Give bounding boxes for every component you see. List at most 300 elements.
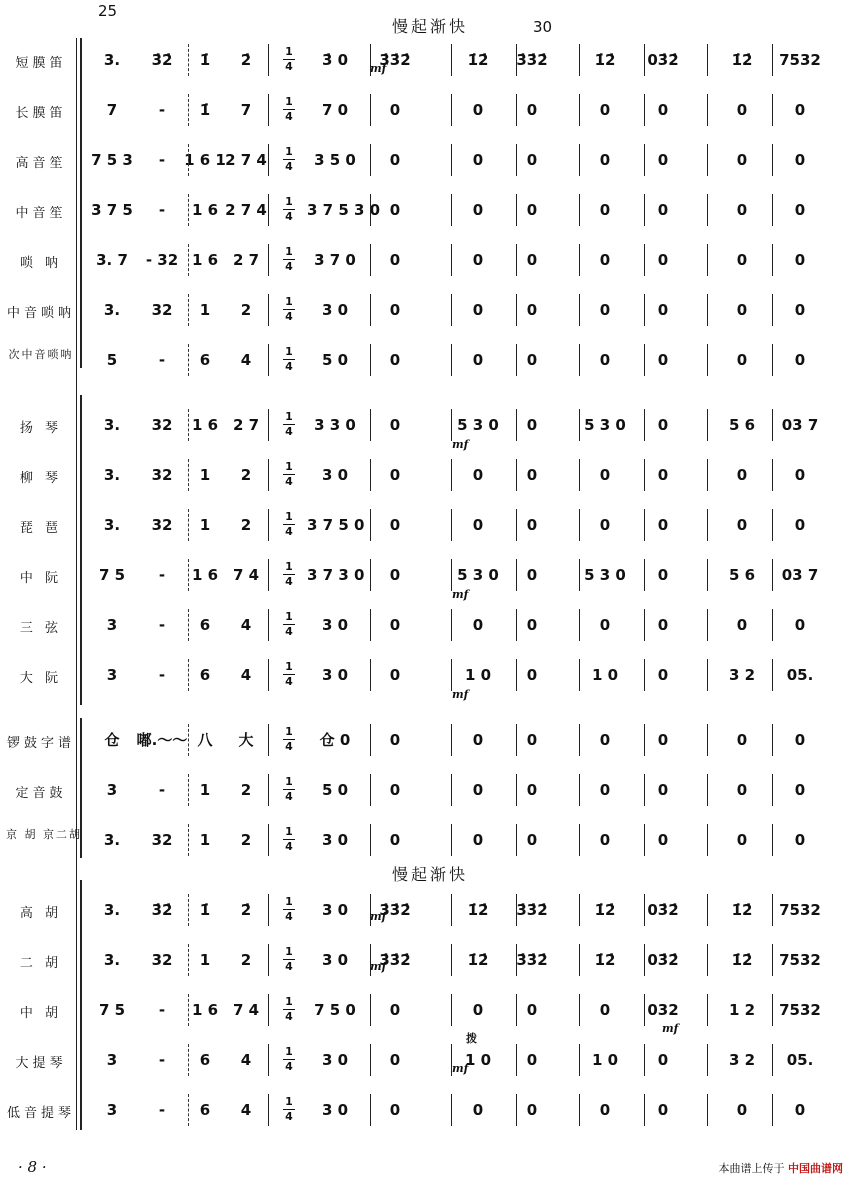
staff-row	[0, 890, 863, 930]
time-signature-denominator: 4	[285, 260, 293, 273]
note-cell: 7	[240, 101, 252, 119]
staff-row	[0, 340, 863, 380]
note-cell: 1̇	[199, 51, 211, 69]
dynamic-mf: mf	[370, 62, 387, 75]
note-cell: 0	[472, 1101, 484, 1119]
note-cell: 3 0	[321, 301, 349, 319]
note-cell: 0	[472, 616, 484, 634]
note-cell: 1	[199, 466, 211, 484]
barline	[370, 144, 371, 176]
note-cell: 1 6	[191, 251, 219, 269]
barline	[268, 724, 269, 756]
barline	[772, 459, 773, 491]
note-cell: 0	[472, 201, 484, 219]
barline	[772, 824, 773, 856]
note-cell: 0	[794, 731, 806, 749]
barline	[644, 944, 645, 976]
staff-row	[0, 770, 863, 810]
barline	[579, 459, 580, 491]
note-cell: 1	[199, 831, 211, 849]
barline	[268, 144, 269, 176]
note-cell: 1 6 1	[184, 151, 226, 169]
note-cell: -	[158, 1051, 166, 1069]
note-cell: 0	[794, 201, 806, 219]
time-signature-denominator: 4	[285, 910, 293, 923]
note-cell: 3̇3̇2̇	[516, 51, 548, 69]
barline	[579, 559, 580, 591]
note-cell: 4	[240, 616, 252, 634]
note-cell: 0	[736, 516, 748, 534]
barline	[579, 144, 580, 176]
barline	[516, 1044, 517, 1076]
dynamic-mf: mf	[452, 588, 469, 601]
barline	[772, 609, 773, 641]
note-cell: 0	[794, 251, 806, 269]
instrument-label: 中音笙	[15, 206, 67, 221]
barline	[579, 244, 580, 276]
note-cell: 0	[599, 466, 611, 484]
time-signature	[283, 346, 295, 373]
barline	[579, 609, 580, 641]
time-signature	[283, 146, 295, 173]
barline	[579, 344, 580, 376]
note-cell: 仓	[104, 731, 120, 749]
note-cell: 0	[736, 731, 748, 749]
staff-row	[0, 505, 863, 545]
barline	[707, 559, 708, 591]
barline	[772, 1094, 773, 1126]
time-signature-denominator: 4	[285, 1010, 293, 1023]
barline	[268, 894, 269, 926]
barline	[451, 94, 452, 126]
barline	[370, 294, 371, 326]
barline	[707, 144, 708, 176]
barline	[644, 344, 645, 376]
barline	[188, 144, 189, 176]
measure-number-start: 25	[98, 2, 118, 20]
time-signature-denominator: 4	[285, 360, 293, 373]
barline	[644, 409, 645, 441]
barline	[188, 1094, 189, 1126]
uploaded-text: 本曲谱上传于	[718, 1162, 785, 1175]
note-cell: 2	[240, 831, 252, 849]
barline	[451, 609, 452, 641]
dynamic-mf: mf	[452, 1062, 469, 1075]
note-cell: 3.	[103, 951, 121, 969]
time-signature-numerator: 1	[285, 510, 293, 523]
time-signature	[283, 511, 295, 538]
note-cell: 0	[794, 301, 806, 319]
barline	[579, 194, 580, 226]
note-cell: 0	[599, 781, 611, 799]
barline	[370, 724, 371, 756]
barline	[268, 559, 269, 591]
note-cell: 0	[657, 831, 669, 849]
note-cell: 0	[657, 566, 669, 584]
barline	[516, 824, 517, 856]
note-cell: 0	[472, 831, 484, 849]
barline	[516, 944, 517, 976]
barline	[579, 1044, 580, 1076]
barline	[370, 659, 371, 691]
barline	[516, 94, 517, 126]
note-cell: 32	[151, 831, 173, 849]
note-cell: 0	[657, 301, 669, 319]
instrument-label: 锣鼓字谱	[6, 736, 75, 751]
dynamic-mf: mf	[370, 910, 387, 923]
barline	[772, 559, 773, 591]
note-cell: 2 7	[232, 251, 260, 269]
barline	[772, 94, 773, 126]
note-cell: 2	[240, 301, 252, 319]
instrument-label: 高音笙	[15, 156, 67, 171]
staff-row	[0, 240, 863, 280]
time-signature	[283, 776, 295, 803]
barline	[644, 459, 645, 491]
barline	[188, 1044, 189, 1076]
barline	[451, 659, 452, 691]
note-cell: 0	[599, 101, 611, 119]
barline	[268, 1094, 269, 1126]
note-cell: 2 7	[232, 416, 260, 434]
time-signature-denominator: 4	[285, 575, 293, 588]
note-cell: 0	[526, 151, 538, 169]
barline	[644, 994, 645, 1026]
barline	[370, 409, 371, 441]
barline	[451, 724, 452, 756]
time-signature-numerator: 1	[285, 825, 293, 838]
barline	[188, 94, 189, 126]
barline	[268, 509, 269, 541]
note-cell: 1̇	[199, 901, 211, 919]
note-cell: 0	[389, 101, 401, 119]
note-cell: 3	[106, 666, 118, 684]
note-cell: 3 0	[321, 831, 349, 849]
barline	[707, 294, 708, 326]
barline	[451, 409, 452, 441]
barline	[772, 894, 773, 926]
time-signature	[283, 246, 295, 273]
note-cell: 八	[197, 731, 213, 749]
note-cell: 03 7	[781, 566, 819, 584]
dynamic-mf: mf	[662, 1022, 679, 1035]
barline	[644, 294, 645, 326]
instrument-label: 定音鼓	[15, 786, 67, 801]
barline	[644, 609, 645, 641]
barline	[188, 659, 189, 691]
note-cell: 0	[526, 466, 538, 484]
time-signature	[283, 996, 295, 1023]
barline	[451, 144, 452, 176]
note-cell: 03̇2̇	[647, 901, 679, 919]
note-cell: 0	[794, 1101, 806, 1119]
note-cell: 0	[472, 101, 484, 119]
note-cell: 0	[526, 831, 538, 849]
staff-row	[0, 90, 863, 130]
barline	[707, 659, 708, 691]
note-cell: 7	[106, 101, 118, 119]
note-cell: 3 7 5 0	[307, 516, 365, 534]
note-cell: 0	[736, 201, 748, 219]
barline	[268, 244, 269, 276]
barline	[370, 1044, 371, 1076]
note-cell: 0	[526, 1051, 538, 1069]
note-cell: 0	[794, 781, 806, 799]
instrument-label: 中音唢呐	[6, 306, 75, 321]
note-cell: -	[158, 666, 166, 684]
note-cell: 3 2	[728, 1051, 756, 1069]
note-cell: -	[158, 101, 166, 119]
staff-row	[0, 1090, 863, 1130]
instrument-label: 长膜笛	[15, 106, 67, 121]
time-signature-denominator: 4	[285, 60, 293, 73]
barline	[188, 44, 189, 76]
note-cell: 05.	[786, 666, 814, 684]
time-signature	[283, 296, 295, 323]
barline	[268, 294, 269, 326]
time-signature-numerator: 1	[285, 45, 293, 58]
note-cell: 0	[389, 251, 401, 269]
barline	[516, 559, 517, 591]
barline	[370, 344, 371, 376]
staff-row	[0, 940, 863, 980]
instrument-label: 次中音唢呐	[8, 348, 74, 361]
note-cell: 2̇	[240, 901, 252, 919]
staff-row	[0, 40, 863, 80]
note-cell: 3.	[103, 416, 121, 434]
note-cell: 4	[240, 351, 252, 369]
note-cell: 1 6	[191, 416, 219, 434]
barline	[370, 559, 371, 591]
note-cell: 0	[599, 616, 611, 634]
barline	[772, 994, 773, 1026]
note-cell: 0	[472, 251, 484, 269]
note-cell: 4	[240, 666, 252, 684]
instrument-label: 京 胡 京二胡	[6, 828, 82, 841]
barline	[451, 509, 452, 541]
instrument-label: 三 弦	[19, 621, 63, 636]
instrument-label: 扬 琴	[19, 421, 63, 436]
note-cell: 1 0	[591, 1051, 619, 1069]
barline	[516, 894, 517, 926]
barline	[188, 509, 189, 541]
barline	[772, 659, 773, 691]
note-cell: - 32	[145, 251, 179, 269]
time-signature-numerator: 1	[285, 345, 293, 358]
note-cell: 3	[106, 781, 118, 799]
barline	[516, 609, 517, 641]
note-cell: 3̇3̇2̇	[379, 901, 411, 919]
note-cell: 0	[526, 616, 538, 634]
note-cell: 4	[240, 1051, 252, 1069]
time-signature-denominator: 4	[285, 840, 293, 853]
barline	[644, 44, 645, 76]
barline	[579, 294, 580, 326]
tempo-marking-strings: 慢起渐快	[392, 865, 469, 884]
barline	[644, 1044, 645, 1076]
note-cell: 0	[389, 351, 401, 369]
barline	[268, 1044, 269, 1076]
note-cell: 0	[472, 301, 484, 319]
note-cell: -	[158, 151, 166, 169]
note-cell: 0	[526, 1101, 538, 1119]
note-cell: 0	[657, 201, 669, 219]
note-cell: 0	[526, 251, 538, 269]
note-cell: 0	[599, 201, 611, 219]
barline	[370, 824, 371, 856]
barline	[707, 774, 708, 806]
barline	[644, 894, 645, 926]
note-cell: 1̇2̇	[594, 951, 616, 969]
note-cell: 3 5 0	[314, 151, 356, 169]
note-cell: 1̇2̇	[467, 901, 489, 919]
time-signature-denominator: 4	[285, 675, 293, 688]
note-cell: -	[158, 1101, 166, 1119]
time-signature-numerator: 1	[285, 725, 293, 738]
note-cell: 0	[794, 151, 806, 169]
barline	[370, 609, 371, 641]
note-cell: 大	[238, 731, 254, 749]
note-cell: 1̇2̇	[731, 951, 753, 969]
barline	[451, 459, 452, 491]
barline	[707, 994, 708, 1026]
note-cell: 0	[526, 731, 538, 749]
note-cell: 5 6	[728, 416, 756, 434]
time-signature-numerator: 1	[285, 295, 293, 308]
note-cell: 3.	[103, 51, 121, 69]
note-cell: 0	[526, 351, 538, 369]
note-cell: 32	[151, 951, 173, 969]
note-cell: 0	[526, 301, 538, 319]
note-cell: 0	[472, 516, 484, 534]
note-cell: 0	[389, 781, 401, 799]
time-signature	[283, 461, 295, 488]
note-cell: 7532	[779, 951, 821, 969]
barline	[451, 559, 452, 591]
barline	[772, 44, 773, 76]
note-cell: 1 0	[464, 666, 492, 684]
note-cell: 0	[736, 781, 748, 799]
barline	[579, 409, 580, 441]
barline	[516, 659, 517, 691]
note-cell: 7 4	[232, 1001, 260, 1019]
time-signature	[283, 726, 295, 753]
note-cell: 1̇	[199, 101, 211, 119]
note-cell: 0	[657, 101, 669, 119]
note-cell: 0	[389, 731, 401, 749]
barline	[516, 194, 517, 226]
barline	[268, 44, 269, 76]
barline	[644, 144, 645, 176]
note-cell: 7 5 0	[314, 1001, 356, 1019]
barline	[772, 724, 773, 756]
note-cell: 03̇2̇	[647, 951, 679, 969]
note-cell: 0	[599, 301, 611, 319]
note-cell: 3 7 3 0	[307, 566, 365, 584]
barline	[644, 659, 645, 691]
time-signature	[283, 46, 295, 73]
barline	[579, 944, 580, 976]
time-signature	[283, 611, 295, 638]
time-signature	[283, 1096, 295, 1123]
barline	[516, 724, 517, 756]
note-cell: 0	[736, 831, 748, 849]
barline	[516, 774, 517, 806]
note-cell: 3	[106, 1101, 118, 1119]
note-cell: 0	[472, 466, 484, 484]
barline	[188, 724, 189, 756]
note-cell: 6	[199, 351, 211, 369]
staff-row	[0, 290, 863, 330]
note-cell: 6	[199, 1051, 211, 1069]
measure-number-30: 30	[533, 18, 553, 36]
barline	[707, 944, 708, 976]
barline	[707, 44, 708, 76]
barline	[579, 824, 580, 856]
note-cell: 0	[389, 666, 401, 684]
barline	[579, 894, 580, 926]
note-cell: 0	[389, 416, 401, 434]
note-cell: 0	[526, 101, 538, 119]
note-cell: 1̇2̇	[731, 901, 753, 919]
barline	[644, 94, 645, 126]
barline	[268, 824, 269, 856]
instrument-label: 低音提琴	[6, 1106, 75, 1121]
note-cell: 0	[389, 301, 401, 319]
barline	[370, 94, 371, 126]
barline	[188, 459, 189, 491]
note-cell: 0	[736, 466, 748, 484]
note-cell: 0	[472, 151, 484, 169]
time-signature-numerator: 1	[285, 145, 293, 158]
note-cell: 0	[794, 831, 806, 849]
staff-row	[0, 655, 863, 695]
time-signature-numerator: 1	[285, 775, 293, 788]
time-signature-denominator: 4	[285, 210, 293, 223]
note-cell: 1 6	[191, 566, 219, 584]
staff-row	[0, 820, 863, 860]
barline	[268, 994, 269, 1026]
note-cell: 0	[526, 1001, 538, 1019]
tempo-marking-top: 慢起渐快	[392, 17, 469, 36]
note-cell: 3 0	[321, 666, 349, 684]
time-signature-numerator: 1	[285, 895, 293, 908]
note-cell: 0	[599, 151, 611, 169]
note-cell: 7 5	[98, 1001, 126, 1019]
note-cell: 0	[657, 781, 669, 799]
note-cell: 1 6	[191, 201, 219, 219]
note-cell: 7 5	[98, 566, 126, 584]
note-cell: 5 3 0	[584, 566, 626, 584]
barline	[516, 244, 517, 276]
note-cell: 1̇2̇	[467, 951, 489, 969]
barline	[644, 559, 645, 591]
site-logo-text: 中国曲谱网	[788, 1162, 843, 1175]
note-cell: 5	[106, 351, 118, 369]
note-cell: 3̇3̇2̇	[516, 901, 548, 919]
time-signature-denominator: 4	[285, 1060, 293, 1073]
note-cell: 3.	[103, 466, 121, 484]
barline	[370, 774, 371, 806]
barline	[370, 244, 371, 276]
instrument-label: 短膜笛	[15, 56, 67, 71]
note-cell: 0	[389, 201, 401, 219]
barline	[516, 1094, 517, 1126]
time-signature	[283, 561, 295, 588]
note-cell: 1̇2̇	[594, 901, 616, 919]
barline	[188, 774, 189, 806]
note-cell: 2̇	[240, 51, 252, 69]
